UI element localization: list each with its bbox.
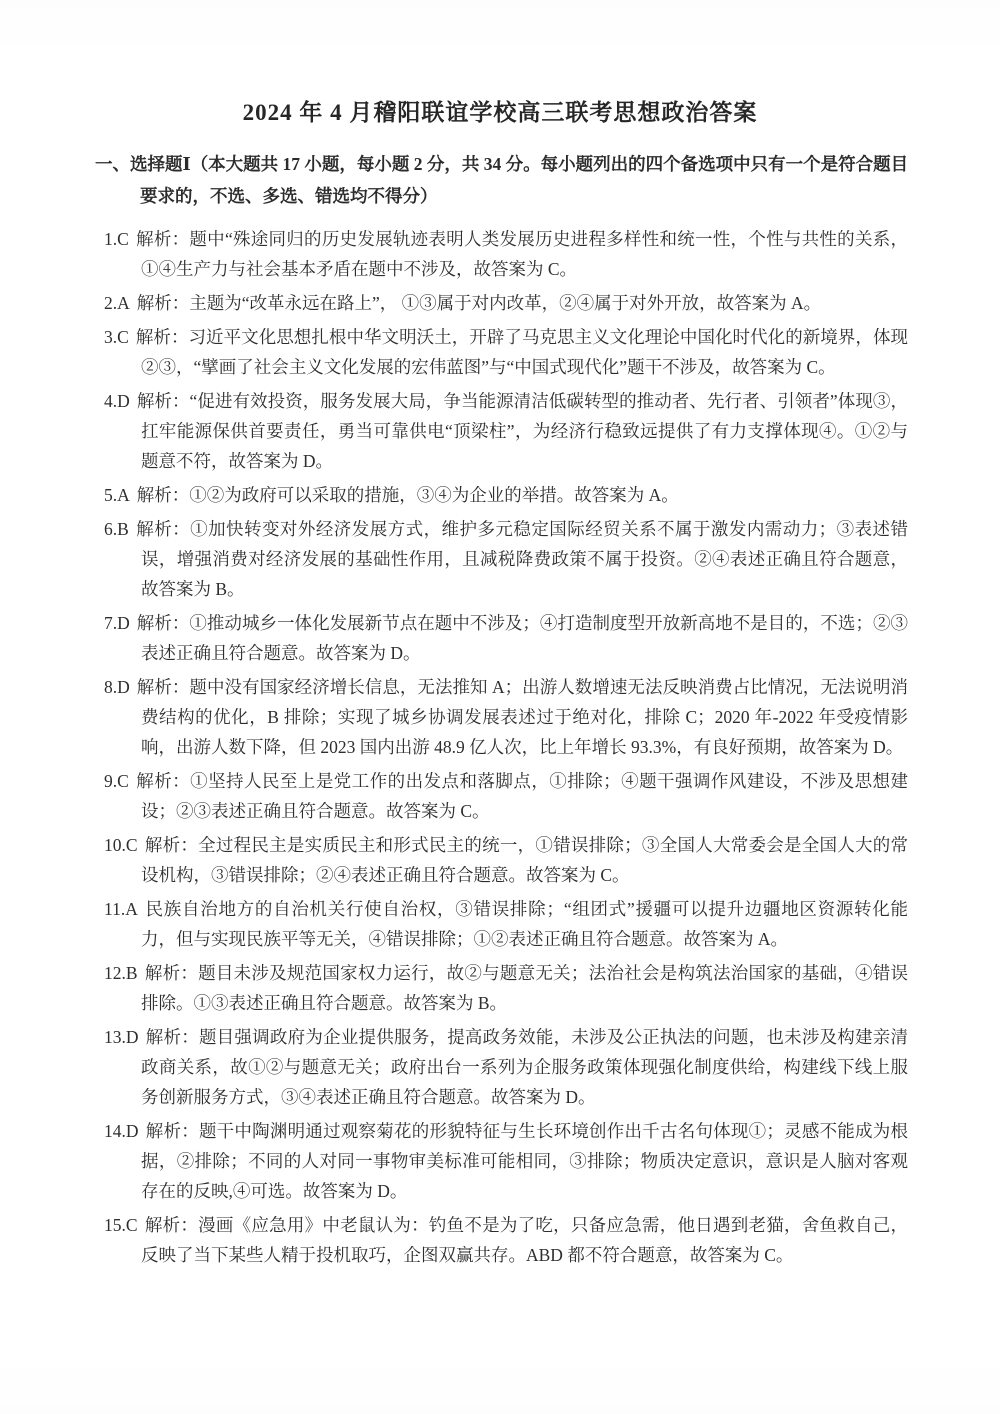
answer-explanation: 民族自治地方的自治机关行使自治权，③错误排除；“组团式”援疆可以提升边疆地区资源转化能力，但与实现民族平等无关，④错误排除；①②表述正确且符合题意。故答案为 A。 (141, 899, 908, 949)
answer-explanation: 解析：“促进有效投资，服务发展大局，争当能源清洁低碳转型的推动者、先行者、引领者”体现③，扛牢能源保供首要责任，勇当可靠供电“顶梁柱”，为经济行稳致远提供了有力支撑体现④。①②与题意不符，故答案为 D。 (136, 391, 908, 471)
answer-item (104, 766, 908, 826)
answer-item (104, 386, 908, 476)
answer-item (104, 830, 908, 890)
page-title: 2024 年 4 月稽阳联谊学校高三联考思想政治答案 (242, 100, 758, 125)
answer-item (104, 1210, 908, 1270)
answer-number: 13.D (104, 1027, 139, 1047)
answer-explanation: 解析：题目强调政府为企业提供服务，提高政务效能，未涉及公正执法的问题，也未涉及构建亲清政商关系，故①②与题意无关；政府出台一系列为企服务政策体现强化制度供给，构建线下线上服务创新服务方式，③④表述正确且符合题意。故答案为 D。 (141, 1027, 908, 1107)
answer-explanation: 解析：题目未涉及规范国家权力运行，故②与题意无关；法治社会是构筑法治国家的基础，④错误排除。①③表述正确且符合题意。故答案为 B。 (141, 963, 908, 1013)
answer-explanation: 解析：①②为政府可以采取的措施，③④为企业的举措。故答案为 A。 (136, 485, 679, 505)
answer-number: 12.B (104, 963, 138, 983)
answer-item (104, 1116, 908, 1206)
answer-number: 2.A (104, 293, 130, 313)
answer-item (104, 894, 908, 954)
answer-explanation: 解析：主题为“改革永远在路上”， ①③属于对内改革，②④属于对外开放，故答案为 A。 (136, 293, 822, 313)
answer-item (104, 514, 908, 604)
answer-number: 1.C (104, 229, 129, 249)
answer-list (104, 224, 908, 1270)
answer-number: 4.D (104, 391, 130, 411)
answer-number: 3.C (104, 327, 129, 347)
answer-item (104, 480, 908, 510)
answer-explanation: 解析：习近平文化思想扎根中华文明沃土，开辟了马克思主义文化理论中国化时代化的新境界，体现②③，“擘画了社会主义文化发展的宏伟蓝图”与“中国式现代化”题干不涉及，故答案为 C。 (135, 327, 908, 377)
answer-number: 14.D (104, 1121, 139, 1141)
answer-number: 6.B (104, 519, 129, 539)
answer-number: 15.C (104, 1215, 138, 1235)
answer-explanation: 解析：题干中陶渊明通过观察菊花的形貌特征与生长环境创作出千古名句体现①；灵感不能成为根据，②排除；不同的人对同一事物审美标准可能相同，③排除；物质决定意识，意识是人脑对客观存在的反映,④可选。故答案为 D。 (141, 1121, 908, 1201)
answer-explanation: 解析：题中没有国家经济增长信息，无法推知 A；出游人数增速无法反映消费占比情况，无法说明消费结构的优化，B 排除；实现了城乡协调发展表述过于绝对化，排除 C；2020 年-2022 年受疫情影响，出游人数下降，但 2023 国内出游 48.9 亿人次，比上年增长 93.3%，有良好预期，故答案为 D。 (136, 677, 908, 757)
answer-number: 9.C (104, 771, 129, 791)
answer-item (104, 224, 908, 284)
answer-item (104, 608, 908, 668)
section-heading (95, 148, 912, 212)
answer-number: 10.C (104, 835, 138, 855)
answer-explanation: 解析：①坚持人民至上是党工作的出发点和落脚点，①排除；④题干强调作风建设，不涉及思想建设；②③表述正确且符合题意。故答案为 C。 (135, 771, 908, 821)
answer-explanation: 解析：漫画《应急用》中老鼠认为：钓鱼不是为了吃，只备应急需，他日遇到老猫，舍鱼救自己，反映了当下某些人精于投机取巧，企图双赢共存。ABD 都不符合题意，故答案为 C。 (141, 1215, 908, 1265)
answer-explanation: 解析：①推动城乡一体化发展新节点在题中不涉及；④打造制度型开放新高地不是目的，不选；②③表述正确且符合题意。故答案为 D。 (136, 613, 908, 663)
answer-explanation: 解析：①加快转变对外经济发展方式，维护多元稳定国际经贸关系不属于激发内需动力；③表述错误，增强消费对经济发展的基础性作用，且减税降费政策不属于投资。②④表述正确且符合题意，故答案为 B。 (135, 519, 908, 599)
answer-number: 11.A (104, 899, 138, 919)
answer-item (104, 288, 908, 318)
section-heading-label: 一、选择题Ⅰ (95, 154, 191, 174)
answer-number: 7.D (104, 613, 130, 633)
answer-explanation: 解析：全过程民主是实质民主和形式民主的统一，①错误排除；③全国人大常委会是全国人大的常设机构，③错误排除；②④表述正确且符合题意。故答案为 C。 (141, 835, 908, 885)
answer-number: 5.A (104, 485, 130, 505)
answer-number: 8.D (104, 677, 130, 697)
answer-item (104, 322, 908, 382)
answer-item (104, 958, 908, 1018)
answer-item (104, 672, 908, 762)
answer-explanation: 解析：题中“殊途同归的历史发展轨迹表明人类发展历史进程多样性和统一性，个性与共性的关系，①④生产力与社会基本矛盾在题中不涉及，故答案为 C。 (135, 229, 908, 279)
section-heading-description: （本大题共 17 小题，每小题 2 分，共 34 分。每小题列出的四个备选项中只有一个是符合题目要求的，不选、多选、错选均不得分） (140, 154, 909, 206)
answer-item (104, 1022, 908, 1112)
